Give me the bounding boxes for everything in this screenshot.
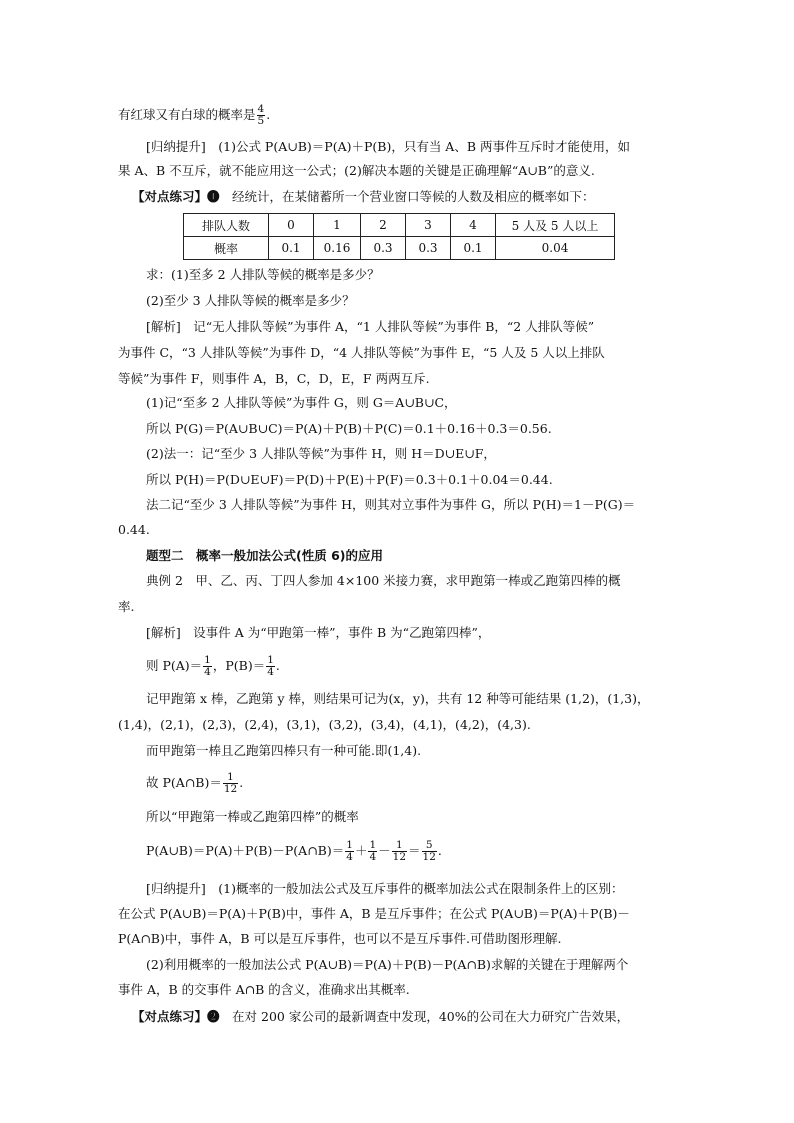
- table-cell: 0.16: [314, 237, 361, 260]
- exercise-tag: 【对点练习】❷: [132, 1009, 220, 1024]
- line-26: [146, 840, 442, 863]
- text: ＋: [354, 843, 368, 858]
- text: ，P(B)＝: [212, 658, 266, 673]
- table-cell: 0: [269, 214, 314, 237]
- text: 经统计，在某储蓄所一个营业窗口等候的人数及相应的概率如下：: [219, 189, 595, 204]
- text: ＝: [408, 843, 421, 858]
- denominator: 12: [422, 851, 436, 863]
- table-cell: 1: [314, 214, 361, 237]
- numerator: 1: [223, 772, 238, 784]
- fraction: [392, 840, 407, 863]
- table-cell: 0.04: [496, 237, 615, 260]
- line-23: 而甲跑第一棒且乙跑第四棒只有一种可能.即(1,4).: [146, 743, 422, 758]
- fraction: [203, 655, 212, 678]
- section-heading: 题型二 概率一般加法公式(性质 6)的应用: [146, 548, 383, 563]
- denominator: 5: [257, 115, 265, 127]
- line-22: (1,4)，(2,1)，(2,3)，(2,4)，(3,1)，(3,2)，(3,4)，(4,1)，(4,2)，(4,3).: [118, 717, 531, 732]
- table-row: [184, 214, 615, 237]
- denominator: 12: [223, 783, 238, 795]
- table-cell: 0.3: [406, 237, 451, 260]
- line-29: P(A∩B)中，事件 A，B 可以是互斥事件，也可以不是互斥事件.可借助图形理解.: [118, 931, 562, 946]
- table-cell: 0.1: [269, 237, 314, 260]
- line-12: (2)法一：记“至少 3 人排队等候”为事件 H，则 H＝D∪E∪F，: [146, 446, 496, 461]
- fraction: [345, 840, 354, 863]
- line-15: 0.44.: [118, 522, 150, 537]
- text: .: [266, 107, 271, 122]
- denominator: 4: [204, 666, 211, 678]
- line-27: [归纳提升] (1)概率的一般加法公式及互斥事件的概率加法公式在限制条件上的区别：: [146, 881, 624, 896]
- line-9: 等候”为事件 F，则事件 A，B，C，D，E，F 两两互斥.: [118, 371, 430, 386]
- text: .: [437, 843, 442, 858]
- table-cell: 0.3: [361, 237, 406, 260]
- table-cell: 4: [451, 214, 496, 237]
- text: 故 P(A∩B)＝: [146, 775, 222, 790]
- fraction: [257, 104, 266, 127]
- table-row: [184, 237, 615, 260]
- table-cell: 5 人及 5 人以上: [496, 214, 615, 237]
- line-24: [146, 772, 243, 795]
- denominator: 12: [392, 851, 407, 863]
- line-10: (1)记“至多 2 人排队等候”为事件 G，则 G＝A∪B∪C，: [146, 395, 457, 410]
- line-17: 典例 2 甲、乙、丙、丁四人参加 4×100 米接力赛，求甲跑第一棒或乙跑第四棒的概: [146, 573, 621, 588]
- line-20: [146, 655, 280, 678]
- table-cell: 3: [406, 214, 451, 237]
- line-31: 事件 A，B 的交事件 A∩B 的含义，准确求出其概率.: [118, 982, 410, 997]
- table-cell: 排队人数: [184, 214, 269, 237]
- line-11: 所以 P(G)＝P(A∪B∪C)＝P(A)＋P(B)＋P(C)＝0.1＋0.16＋0.3＝0.56.: [146, 421, 552, 436]
- numerator: 1: [204, 654, 211, 666]
- numerator: 1: [369, 839, 377, 851]
- line-18: 率.: [118, 599, 135, 614]
- line-32: [132, 1008, 629, 1026]
- line-19: [解析] 设事件 A 为“甲跑第一棒”，事件 B 为“乙跑第四棒”，: [146, 625, 491, 640]
- table-cell: 2: [361, 214, 406, 237]
- denominator: 4: [267, 666, 274, 678]
- numerator: 1: [392, 840, 407, 852]
- denominator: 4: [346, 851, 353, 863]
- fraction: [266, 655, 275, 678]
- numerator: 1: [346, 839, 353, 851]
- fraction: [368, 840, 377, 863]
- line-21: 记甲跑第 x 棒，乙跑第 y 棒，则结果可记为(x，y)，共有 12 种等可能结果 (1,2)，(1,3)，: [146, 691, 650, 706]
- queue-probability-table: [183, 213, 615, 260]
- line-3: 果 A、B 不互斥，就不能应用这一公式；(2)解决本题的关键是正确理解“A∪B”的意义.: [118, 163, 595, 178]
- text: .: [239, 775, 244, 790]
- line-5: 求：(1)至多 2 人排队等候的概率是多少？: [146, 267, 380, 282]
- line-6: (2)至少 3 人排队等候的概率是多少？: [146, 293, 355, 308]
- table-cell: 0.1: [451, 237, 496, 260]
- line-8: 为事件 C，“3 人排队等候”为事件 D，“4 人排队等候”为事件 E，“5 人及 5 人以上排队: [118, 345, 605, 360]
- line-30: (2)利用概率的一般加法公式 P(A∪B)＝P(A)＋P(B)－P(A∩B)求解的关键在于理解两个: [146, 957, 629, 972]
- line-13: 所以 P(H)＝P(D∪E∪F)＝P(D)＋P(E)＋P(F)＝0.3＋0.1＋0.04＝0.44.: [146, 472, 553, 487]
- line-7: [解析] 记“无人排队等候”为事件 A，“1 人排队等候”为事件 B，“2 人排队等候”: [146, 319, 595, 334]
- fraction: [422, 840, 437, 863]
- line-1: [118, 104, 270, 127]
- numerator: 4: [257, 103, 265, 115]
- text: －: [378, 843, 391, 858]
- table-cell: 概率: [184, 237, 269, 260]
- line-28: 在公式 P(A∪B)＝P(A)＋P(B)中，事件 A，B 是互斥事件；在公式 P(A∪B)＝P(A)＋P(B)－: [118, 906, 630, 921]
- text: 在对 200 家公司的最新调查中发现，40%的公司在大力研究广告效果，: [219, 1009, 630, 1024]
- denominator: 4: [369, 851, 377, 863]
- line-2: [归纳提升] (1)公式 P(A∪B)＝P(A)＋P(B)，只有当 A、B 两事件互斥时才能使用，如: [146, 139, 630, 154]
- text: .: [275, 658, 280, 673]
- numerator: 5: [422, 840, 437, 852]
- fraction: [223, 772, 238, 795]
- text: P(A∪B)＝P(A)＋P(B)－P(A∩B)＝: [146, 843, 345, 858]
- numerator: 1: [267, 654, 274, 666]
- text: 则 P(A)＝: [146, 658, 203, 673]
- line-25: 所以“甲跑第一棒或乙跑第四棒”的概率: [146, 809, 359, 824]
- text: 有红球又有白球的概率是: [118, 107, 256, 122]
- line-4: [132, 188, 595, 206]
- exercise-tag: 【对点练习】❶: [132, 189, 220, 204]
- line-14: 法二记“至少 3 人排队等候”为事件 H，则其对立事件为事件 G，所以 P(H)＝1－P(G)＝: [146, 497, 636, 512]
